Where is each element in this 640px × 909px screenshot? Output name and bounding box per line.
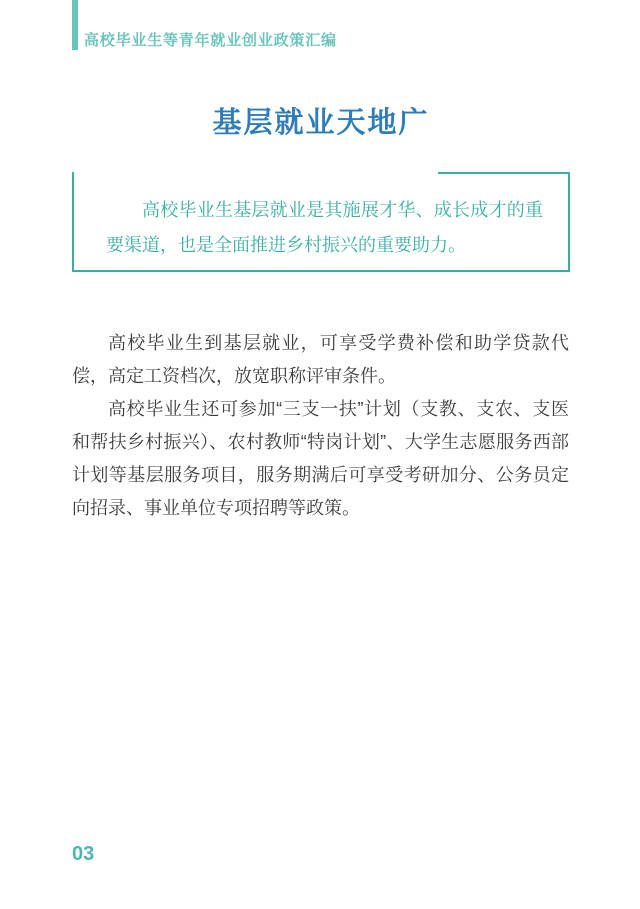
highlight-box — [72, 172, 570, 272]
page-number: 03 — [72, 843, 95, 865]
body-content — [72, 327, 569, 525]
section-title: 基层就业天地广 — [212, 107, 430, 139]
body-paragraph: 高校毕业生到基层就业，可享受学费补偿和助学贷款代偿，高定工资档次，放宽职称评审条件。 — [72, 333, 569, 386]
header-accent-bar — [72, 0, 78, 50]
box-top-border-segment — [438, 172, 570, 174]
booklet-title: 高校毕业生等青年就业创业政策汇编 — [84, 32, 337, 49]
body-paragraph: 高校毕业生还可参加“三支一扶”计划（支教、支农、支医和帮扶乡村振兴）、农村教师“特岗计划”、大学生志愿服务西部计划等基层服务项目，服务期满后可享受考研加分、公务员定向招录、事业单位专项招聘等政策。 — [72, 399, 569, 518]
highlight-text: 高校毕业生基层就业是其施展才华、成长成才的重要渠道，也是全面推进乡村振兴的重要助力。 — [106, 200, 543, 255]
